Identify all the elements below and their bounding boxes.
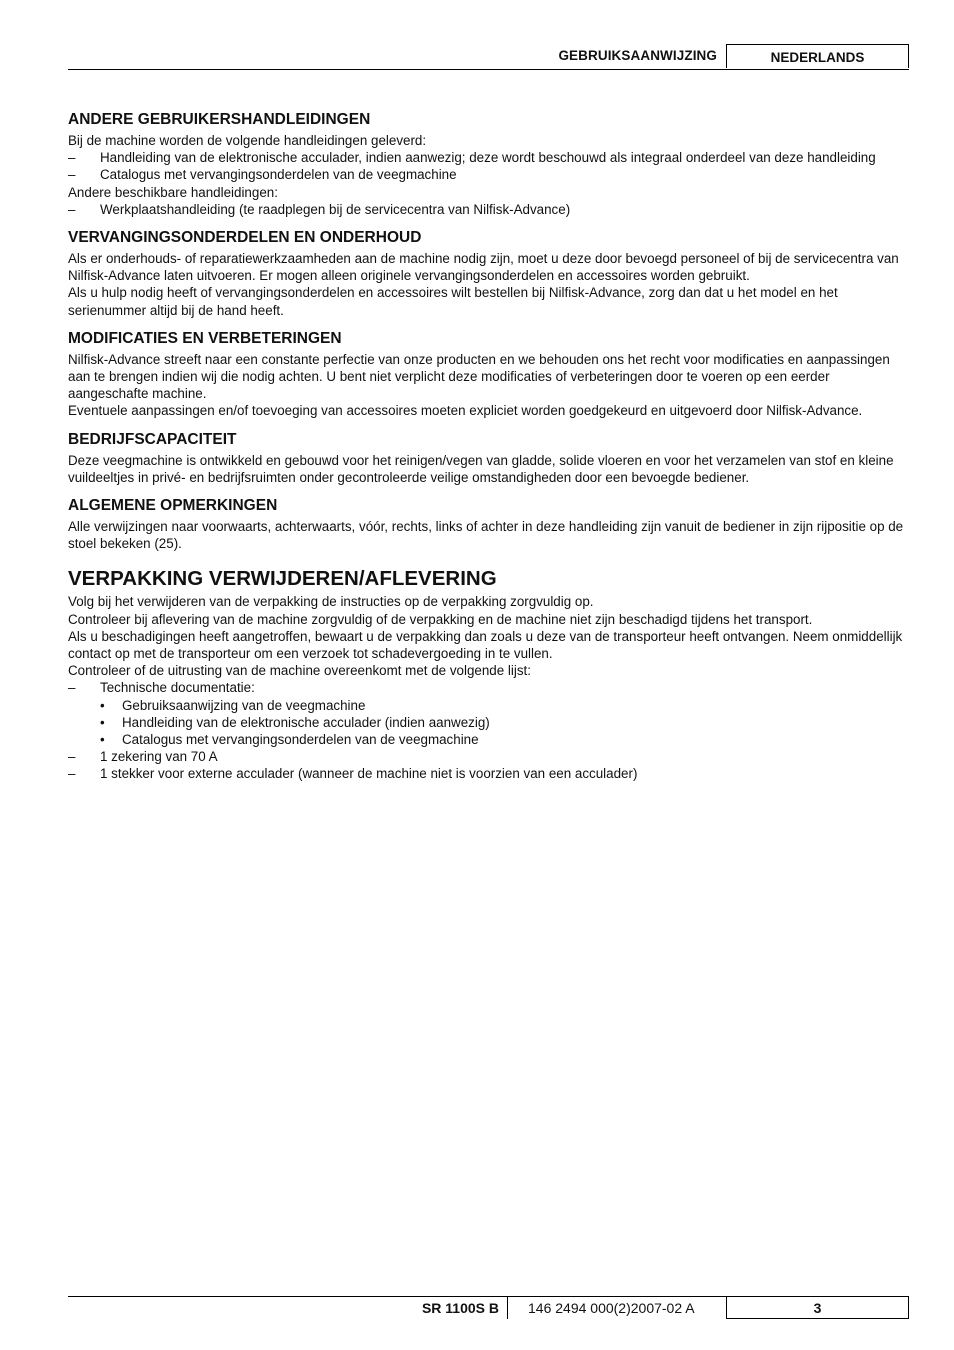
dash-marker: – — [68, 766, 76, 782]
document-number: 146 2494 000(2)2007-02 A — [528, 1300, 695, 1316]
dash-marker: – — [68, 167, 76, 183]
dash-marker: – — [68, 201, 76, 217]
section-title-general: ALGEMENE OPMERKINGEN — [68, 497, 278, 515]
paragraph: Deze veegmachine is ontwikkeld en gebouwd voor het reinigen/vegen van gladde, solide vloeren en voor het verzamelen van stof en kleine vuildeeltjes in privé- en bedrijfsruimten onder gecontroleerde veilige omstandigheden door een bevoegde bediener. — [68, 452, 894, 485]
dash-marker: – — [68, 749, 76, 765]
section-title-unpacking: VERPAKKING VERWIJDEREN/AFLEVERING — [68, 567, 497, 591]
paragraph: Controleer of de uitrusting van de machine overeenkomt met de volgende lijst: — [68, 663, 531, 679]
section-title-capacity: BEDRIJFSCAPACITEIT — [68, 430, 237, 448]
paragraph: Nilfisk-Advance streeft naar een constante perfectie van onze producten en we behouden ons het recht voor modificaties en aanpassingen aan te brengen indien wij die nodig achten. U bent niet verplicht deze modificaties of verbeteringen door te voeren op een eerder aangeschafte machine. — [68, 351, 890, 402]
page-content — [68, 110, 913, 783]
paragraph: Alle verwijzingen naar voorwaarts, achterwaarts, vóór, rechts, links of achter in deze handleiding zijn vanuit de bediener in zijn rijpositie op de stoel bekeken (25). — [68, 519, 904, 552]
list-item-text: 1 stekker voor externe acculader (wanneer de machine niet is voorzien van een acculader) — [100, 766, 638, 782]
dash-marker: – — [68, 680, 76, 696]
list-item — [68, 166, 913, 183]
sub-list-item — [68, 731, 913, 748]
page-footer — [68, 1296, 909, 1319]
list-item — [68, 201, 913, 218]
list-item-text: Gebruiksaanwijzing van de veegmachine — [122, 697, 366, 713]
model-name: SR 1100S B — [417, 1297, 508, 1319]
paragraph: Andere beschikbare handleidingen: — [68, 184, 278, 200]
bullet-marker: • — [100, 714, 105, 730]
paragraph: Als u beschadigingen heeft aangetroffen, bewaart u de verpakking dan zoals u deze van de transporteur heeft ontvangen. Neem onmiddellijk contact op met de transporteur om een verzoek tot schadevergoeding in te vullen. — [68, 628, 903, 662]
page-header — [68, 44, 909, 70]
section-title-parts: VERVANGINGSONDERDELEN EN ONDERHOUD — [68, 229, 422, 247]
section-title-manuals: ANDERE GEBRUIKERSHANDLEIDINGEN — [68, 111, 371, 128]
language-label: NEDERLANDS — [726, 44, 909, 68]
list-item-text: Handleiding van de elektronische acculader (indien aanwezig) — [122, 714, 490, 730]
section-title-modifications: MODIFICATIES EN VERBETERINGEN — [68, 329, 342, 347]
sub-list-item — [68, 697, 913, 714]
paragraph: Bij de machine worden de volgende handleidingen geleverd: — [68, 133, 427, 148]
list-item — [68, 748, 913, 765]
list-item — [68, 149, 913, 166]
list-item-text: 1 zekering van 70 A — [100, 749, 218, 765]
paragraph: Volg bij het verwijderen van de verpakking de instructies op de verpakking zorgvuldig op. — [68, 594, 594, 610]
paragraph: Als u hulp nodig heeft of vervangingsonderdelen en accessoires wilt bestellen bij Nilfisk-Advance, zorg dan dat u het model en het serienummer altijd bij de hand heeft. — [68, 285, 838, 318]
bullet-marker: • — [100, 697, 105, 713]
paragraph: Eventuele aanpassingen en/of toevoeging van accessoires moeten expliciet worden goedgekeurd en uitgevoerd door Nilfisk-Advance. — [68, 403, 863, 419]
sub-list-item — [68, 714, 913, 731]
page-number: 3 — [726, 1297, 909, 1319]
bullet-marker: • — [100, 732, 105, 748]
list-item — [68, 679, 913, 696]
list-item-text: Catalogus met vervangingsonderdelen van de veegmachine — [122, 732, 479, 748]
document-type: GEBRUIKSAANWIJZING — [558, 48, 717, 63]
list-item-text: Handleiding van de elektronische acculader, indien aanwezig; deze wordt beschouwd als integraal onderdeel van deze handleiding — [100, 150, 876, 166]
list-item-text: Catalogus met vervangingsonderdelen van de veegmachine — [100, 167, 457, 183]
list-item — [68, 765, 913, 782]
list-item-text: Werkplaatshandleiding (te raadplegen bij de servicecentra van Nilfisk-Advance) — [100, 201, 571, 217]
list-item-text: Technische documentatie: — [100, 680, 255, 696]
paragraph: Als er onderhouds- of reparatiewerkzaamheden aan de machine nodig zijn, moet u deze door bevoegd personeel of bij de servicecentra van Nilfisk-Advance laten uitvoeren. Er mogen alleen originele vervangingsonderdelen en accessoires worden gebruikt. — [68, 251, 899, 284]
dash-marker: – — [68, 150, 76, 166]
paragraph: Controleer bij aflevering van de machine zorgvuldig of de verpakking en de machine niet zijn beschadigd tijdens het transport. — [68, 611, 813, 627]
